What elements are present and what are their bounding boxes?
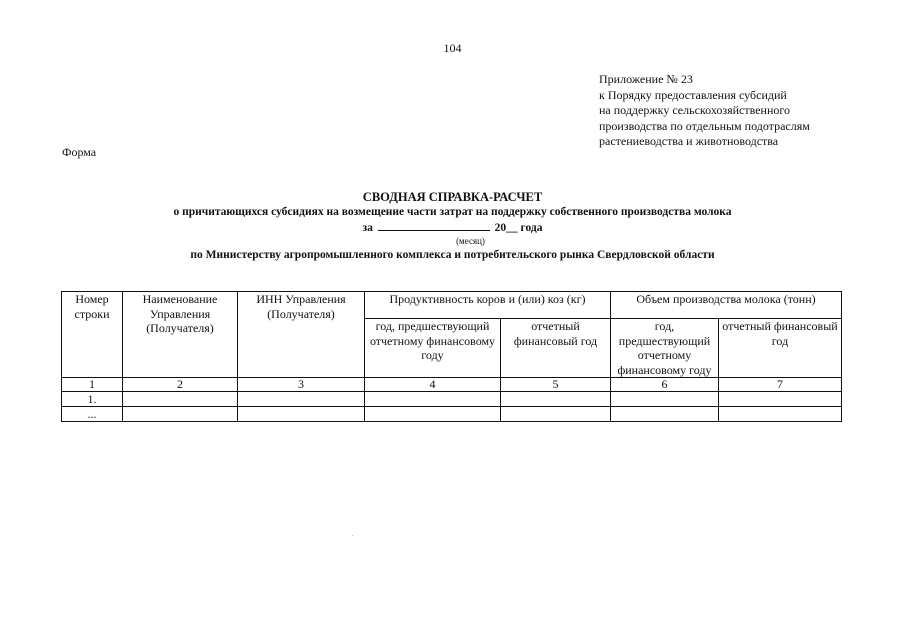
table-cell[interactable] (365, 392, 501, 407)
header-volume-prev-year: год, предшествующий отчетному финансовому году (611, 319, 719, 378)
table-cell[interactable]: 1. (62, 392, 123, 407)
appendix-line: производства по отдельным подотраслям (599, 118, 810, 133)
column-number: 7 (719, 378, 842, 392)
column-number: 5 (501, 378, 611, 392)
document-subtitle: о причитающихся субсидиях на возмещение части затрат на поддержку собственного производства молока (173, 206, 732, 218)
header-milk-volume: Объем производства молока (тонн) (611, 292, 842, 319)
header-productivity-prev-year: год, предшествующий отчетному финансовому году (365, 319, 501, 378)
table-cell[interactable] (238, 392, 365, 407)
page-number: 104 (443, 41, 462, 55)
period-line (0, 220, 905, 236)
appendix-line: Приложение № 23 (599, 72, 693, 86)
scan-speck (352, 535, 353, 536)
header-recipient-inn: ИНН Управления (Получателя) (238, 292, 365, 378)
header-recipient-name: Наименование Управления (Получателя) (123, 292, 238, 378)
header-productivity-report-year: отчетный финансовый год (501, 319, 611, 378)
table-cell[interactable] (238, 407, 365, 422)
document-title: СВОДНАЯ СПРАВКА-РАСЧЕТ (362, 190, 543, 204)
ministry-line: по Министерству агропромышленного комплекса и потребительского рынка Свердловской области (190, 249, 715, 261)
appendix-line: растениеводства и животноводства (599, 134, 779, 148)
header-volume-report-year: отчетный финансовый год (719, 319, 842, 378)
appendix-line: к Порядку предоставления субсидий (599, 87, 787, 102)
table-row (62, 392, 842, 407)
table-cell[interactable] (123, 392, 238, 407)
month-blank-field[interactable] (378, 220, 490, 231)
header-row-number: Номер строки (62, 292, 123, 378)
header-productivity: Продуктивность коров и (или) коз (кг) (365, 292, 611, 319)
table-cell[interactable] (611, 407, 719, 422)
table-cell[interactable]: ... (62, 407, 123, 422)
table-cell[interactable] (501, 407, 611, 422)
column-number: 1 (62, 378, 123, 392)
table-cell[interactable] (365, 407, 501, 422)
table-cell[interactable] (611, 392, 719, 407)
form-label: Форма (62, 145, 97, 159)
table-row (62, 407, 842, 422)
appendix-line: на поддержку сельскохозяйственного (599, 103, 791, 117)
column-number-row (62, 378, 842, 392)
period-suffix: 20__ года (494, 222, 543, 234)
appendix-note (599, 72, 810, 150)
column-number: 3 (238, 378, 365, 392)
period-prefix: за (362, 222, 373, 234)
document-title-block (0, 190, 905, 263)
summary-table (61, 291, 842, 422)
table-cell[interactable] (719, 392, 842, 407)
table-cell[interactable] (123, 407, 238, 422)
table-cell[interactable] (719, 407, 842, 422)
column-number: 2 (123, 378, 238, 392)
table-cell[interactable] (501, 392, 611, 407)
column-number: 4 (365, 378, 501, 392)
month-caption: (месяц) (456, 236, 485, 246)
column-number: 6 (611, 378, 719, 392)
